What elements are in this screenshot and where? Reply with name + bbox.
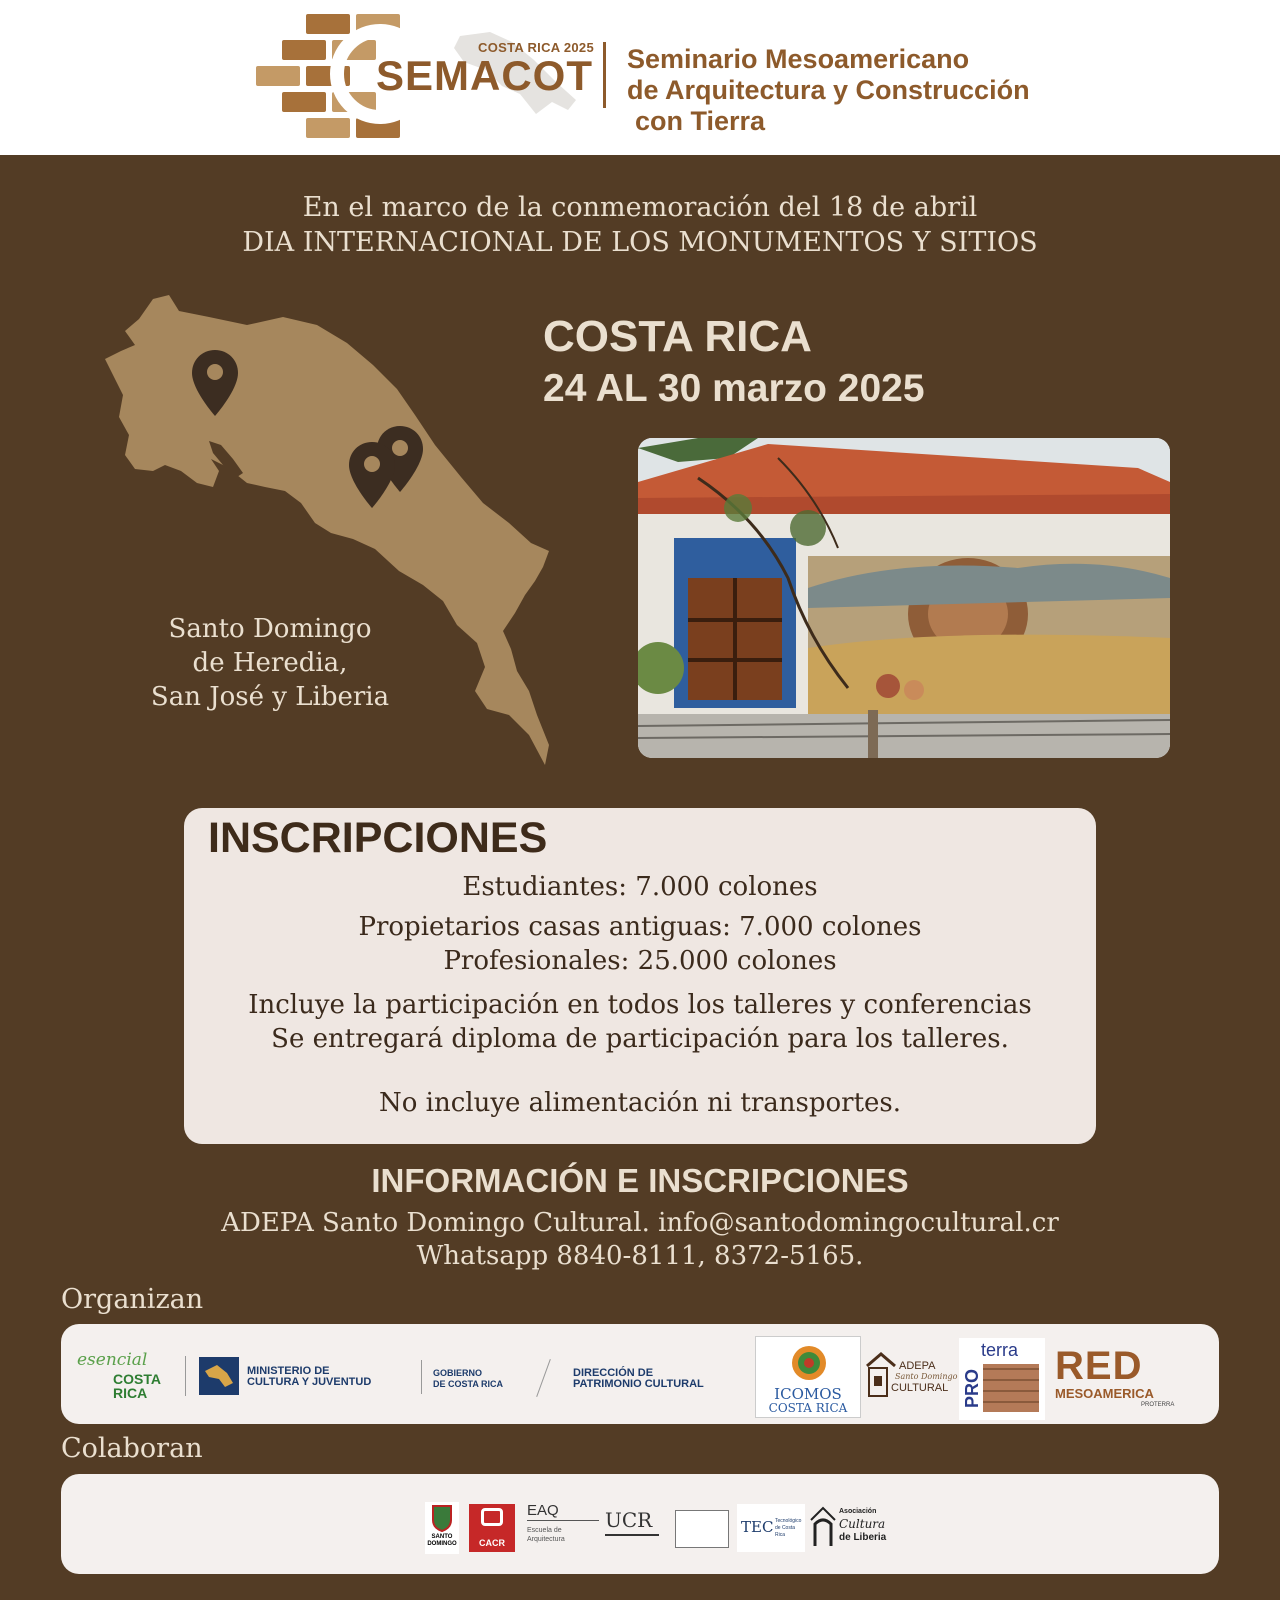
exclusion-line: No incluye alimentación ni transportes.	[378, 1088, 902, 1118]
adepa-cultural: CULTURAL	[891, 1382, 949, 1394]
ucr-logo: UCR	[605, 1508, 653, 1532]
red-subtitle: MESOAMERICA	[1055, 1386, 1154, 1401]
logo-tag: COSTA RICA 2025	[478, 40, 594, 55]
proterra-logo	[959, 1338, 1045, 1420]
registration-title: INSCRIPCIONES	[208, 814, 548, 862]
ministerio-flag-icon	[199, 1357, 239, 1395]
tec-logo	[737, 1504, 805, 1552]
ministerio-line: CULTURA Y JUVENTUD	[247, 1376, 372, 1388]
seminar-title	[627, 44, 1030, 137]
eaq-title: EAQ	[527, 1502, 559, 1519]
header-divider	[603, 42, 606, 108]
contact-phone-line: Whatsapp 8840-8111, 8372-5165.	[416, 1241, 864, 1271]
patrimonio-text	[573, 1368, 704, 1390]
patrimonio-line: PATRIMONIO CULTURAL	[573, 1378, 704, 1390]
ministerio-text	[247, 1366, 371, 1388]
escuela-arquitectura-logo	[675, 1510, 729, 1548]
esencial-script: esencial	[77, 1350, 148, 1370]
tec-sub-line: de Costa Rica	[775, 1525, 796, 1538]
logo-name: SEMACOT	[376, 52, 593, 99]
santo-domingo-text	[425, 1534, 459, 1548]
tec-subtitle	[775, 1518, 805, 1539]
organizers-label: Organizan	[61, 1284, 204, 1315]
santo-domingo-logo	[425, 1502, 459, 1554]
gobierno-text	[433, 1368, 503, 1390]
tec-text: TEC	[741, 1518, 774, 1536]
santo-domingo-line: DOMINGO	[427, 1541, 457, 1547]
includes-line: Se entregará diploma de participación para los talleres.	[271, 1024, 1009, 1054]
price-line: Profesionales: 25.000 colones	[443, 946, 837, 976]
icomos-country: COSTA RICA	[768, 1401, 848, 1415]
logo-separator	[421, 1360, 422, 1394]
contact-title: INFORMACIÓN E INSCRIPCIONES	[371, 1162, 909, 1199]
proterra-bricks	[983, 1364, 1039, 1412]
red-mesoamerica-logo	[1053, 1346, 1173, 1412]
adepa-place: Santo Domingo	[895, 1372, 958, 1381]
gobierno-line: GOBIERNO	[433, 1368, 483, 1378]
red-tiny: PROTERRA	[1141, 1402, 1175, 1408]
event-locations	[120, 612, 420, 714]
collaborators-label: Colaboran	[61, 1433, 203, 1464]
liberia-association: Asociación	[839, 1508, 877, 1515]
liberia-cultura: Cultura	[839, 1517, 886, 1531]
patrimonio-line: DIRECCIÓN DE	[573, 1367, 654, 1379]
cacr-logo	[469, 1504, 515, 1552]
adepa-name: ADEPA	[899, 1360, 936, 1372]
header-banner	[0, 0, 1280, 155]
cacr-emblem-icon	[481, 1508, 503, 1526]
esencial-costa: COSTA	[113, 1371, 161, 1387]
location-line: San José y Liberia	[150, 682, 390, 712]
liberia-name: de Liberia	[839, 1532, 887, 1543]
intro-heading: DIA INTERNACIONAL DE LOS MONUMENTOS Y SITIOS	[242, 227, 1038, 258]
map-pin-icon	[192, 350, 238, 416]
icomos-name: ICOMOS	[774, 1385, 842, 1403]
seminar-title-line: Seminario Mesoamericano	[627, 44, 970, 74]
gobierno-line: DE COSTA RICA	[433, 1379, 504, 1389]
esencial-rica: RICA	[113, 1385, 148, 1401]
red-title: RED	[1055, 1344, 1143, 1388]
proterra-terra: terra	[981, 1340, 1019, 1360]
eaq-line: Arquitectura	[527, 1536, 565, 1543]
map-pin-icon	[348, 442, 396, 508]
location-line: Santo Domingo	[168, 614, 372, 644]
proterra-pro: PRO	[962, 1368, 983, 1409]
event-country: COSTA RICA	[543, 312, 812, 361]
intro-line: En el marco de la conmemoración del 18 de abril	[302, 192, 978, 223]
location-line: de Heredia,	[192, 648, 348, 678]
event-dates: 24 AL 30 marzo 2025	[543, 367, 925, 410]
icomos-logo	[755, 1336, 861, 1418]
collaborators-logo-band	[61, 1474, 1219, 1574]
adobe-house-photo	[638, 438, 1170, 758]
ucr-underline	[605, 1534, 659, 1536]
eaq-subtitle	[527, 1526, 565, 1544]
price-line: Propietarios casas antiguas: 7.000 colones	[358, 912, 922, 942]
santo-domingo-shield-icon	[431, 1504, 453, 1532]
seminar-title-line: con Tierra	[635, 106, 766, 136]
logo-separator	[185, 1356, 186, 1396]
organizers-logo-band	[61, 1324, 1219, 1424]
liberia-arch-icon	[809, 1506, 837, 1548]
registration-card	[184, 808, 1096, 1144]
tec-sub-line: Tecnológico	[775, 1518, 802, 1524]
cacr-text: CACR	[479, 1538, 505, 1548]
seminar-title-line: de Arquitectura y Construcción	[627, 75, 1030, 105]
santo-domingo-line: SANTO	[431, 1534, 453, 1540]
price-line: Estudiantes: 7.000 colones	[462, 872, 818, 902]
icomos-emblem-icon	[786, 1341, 832, 1381]
includes-line: Incluye la participación en todos los talleres y conferencias	[248, 990, 1032, 1020]
eaq-line: Escuela de	[527, 1527, 562, 1534]
ministerio-line: MINISTERIO DE	[247, 1365, 330, 1377]
logo-separator	[536, 1359, 551, 1397]
contact-email-line: ADEPA Santo Domingo Cultural. info@santodomingocultural.cr	[221, 1208, 1059, 1238]
